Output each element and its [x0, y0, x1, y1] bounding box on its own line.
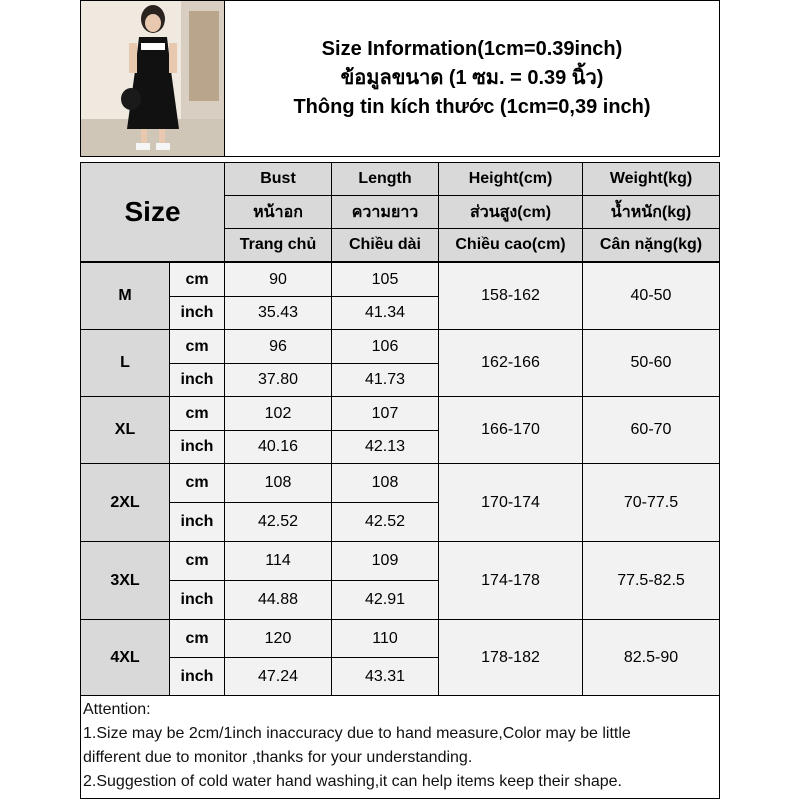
weight-range-value: 70-77.5 [582, 463, 720, 542]
bust-cm-value: 90 [224, 262, 332, 297]
size-column-title: Size [80, 162, 225, 262]
unit-label-inch: inch [169, 296, 225, 330]
attention-box-border [80, 695, 720, 799]
unit-label-cm: cm [169, 541, 225, 581]
length-inch-value: 42.52 [331, 502, 439, 542]
unit-label-cm: cm [169, 329, 225, 364]
column-header-height-th: ส่วนสูง(cm) [438, 195, 583, 229]
length-inch-value: 41.34 [331, 296, 439, 330]
info-line-thai: ข้อมูลขนาด (1 ซม. = 0.39 นิ้ว) [340, 67, 604, 89]
size-label: 4XL [80, 619, 170, 696]
length-inch-value: 43.31 [331, 657, 439, 696]
bust-cm-value: 120 [224, 619, 332, 658]
length-cm-value: 107 [331, 396, 439, 431]
bust-inch-value: 42.52 [224, 502, 332, 542]
size-label: L [80, 329, 170, 397]
bust-inch-value: 47.24 [224, 657, 332, 696]
attention-title: Attention: [83, 701, 151, 718]
column-header-bust-vi: Trang chủ [224, 228, 332, 262]
height-range-value: 174-178 [438, 541, 583, 620]
length-cm-value: 110 [331, 619, 439, 658]
height-range-value: 178-182 [438, 619, 583, 696]
size-label: M [80, 262, 170, 330]
bust-cm-value: 114 [224, 541, 332, 581]
info-line-vietnamese: Thông tin kích thước (1cm=0,39 inch) [293, 96, 651, 118]
length-inch-value: 42.91 [331, 580, 439, 620]
height-range-value: 158-162 [438, 262, 583, 330]
length-cm-value: 105 [331, 262, 439, 297]
attention-line-1: 1.Size may be 2cm/1inch inaccuracy due to hand measure,Color may be little [83, 725, 631, 742]
unit-label-inch: inch [169, 502, 225, 542]
height-range-value: 162-166 [438, 329, 583, 397]
attention-line-2: different due to monitor ,thanks for your understanding. [83, 749, 473, 766]
bust-cm-value: 96 [224, 329, 332, 364]
unit-label-cm: cm [169, 396, 225, 431]
size-label: 3XL [80, 541, 170, 620]
weight-range-value: 50-60 [582, 329, 720, 397]
height-range-value: 170-174 [438, 463, 583, 542]
attention-line-3: 2.Suggestion of cold water hand washing,it can help items keep their shape. [83, 773, 622, 790]
bust-inch-value: 40.16 [224, 430, 332, 464]
unit-label-inch: inch [169, 657, 225, 696]
size-label: XL [80, 396, 170, 464]
length-cm-value: 109 [331, 541, 439, 581]
column-header-length-vi: Chiều dài [331, 228, 439, 262]
unit-label-cm: cm [169, 463, 225, 503]
bust-inch-value: 37.80 [224, 363, 332, 397]
weight-range-value: 40-50 [582, 262, 720, 330]
length-cm-value: 108 [331, 463, 439, 503]
length-inch-value: 42.13 [331, 430, 439, 464]
length-inch-value: 41.73 [331, 363, 439, 397]
unit-label-inch: inch [169, 580, 225, 620]
column-header-height-vi: Chiều cao(cm) [438, 228, 583, 262]
bust-inch-value: 44.88 [224, 580, 332, 620]
column-header-bust-th: หน้าอก [224, 195, 332, 229]
weight-range-value: 82.5-90 [582, 619, 720, 696]
unit-label-cm: cm [169, 619, 225, 658]
weight-range-value: 77.5-82.5 [582, 541, 720, 620]
bust-cm-value: 108 [224, 463, 332, 503]
column-header-bust-en: Bust [224, 162, 332, 196]
column-header-length-en: Length [331, 162, 439, 196]
column-header-weight-vi: Cân nặng(kg) [582, 228, 720, 262]
length-cm-value: 106 [331, 329, 439, 364]
column-header-weight-en: Weight(kg) [582, 162, 720, 196]
bust-inch-value: 35.43 [224, 296, 332, 330]
unit-label-inch: inch [169, 363, 225, 397]
unit-label-inch: inch [169, 430, 225, 464]
model-photo-illustration [81, 1, 224, 156]
weight-range-value: 60-70 [582, 396, 720, 464]
column-header-length-th: ความยาว [331, 195, 439, 229]
height-range-value: 166-170 [438, 396, 583, 464]
bust-cm-value: 102 [224, 396, 332, 431]
column-header-height-en: Height(cm) [438, 162, 583, 196]
column-header-weight-th: น้ำหนัก(kg) [582, 195, 720, 229]
product-photo [80, 0, 225, 157]
size-information-header [224, 0, 720, 157]
info-line-english: Size Information(1cm=0.39inch) [321, 38, 623, 60]
size-label: 2XL [80, 463, 170, 542]
unit-label-cm: cm [169, 262, 225, 297]
